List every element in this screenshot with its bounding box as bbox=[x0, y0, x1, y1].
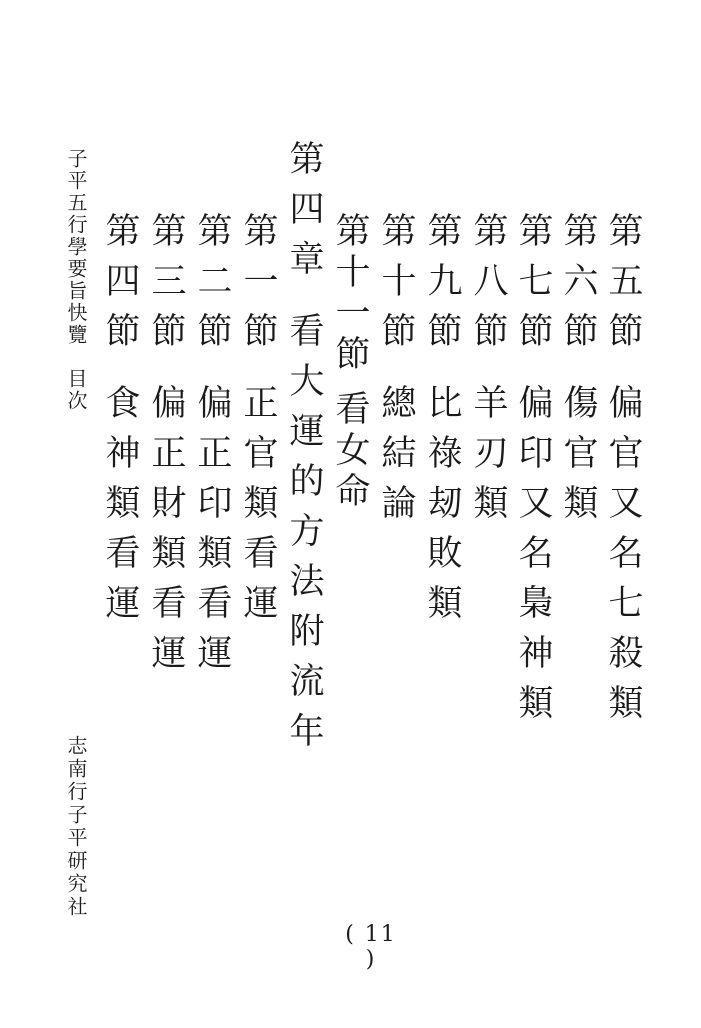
toc-entry-label: 第三節 bbox=[146, 212, 186, 362]
toc-entry-title: 看女命 bbox=[330, 390, 370, 513]
toc-entry-label: 第八節 bbox=[468, 212, 508, 362]
chapter-title: 看大運的方法附流年 bbox=[284, 312, 324, 762]
toc-entry bbox=[468, 212, 508, 534]
toc-entry-label: 第一節 bbox=[238, 212, 278, 362]
toc-entry bbox=[376, 212, 416, 534]
publisher-name: 志南行子平研究社 bbox=[64, 735, 88, 919]
toc-entry bbox=[422, 212, 462, 634]
toc-entry bbox=[192, 212, 232, 684]
chapter-label: 第四章 bbox=[284, 140, 324, 290]
toc-entry bbox=[558, 212, 598, 534]
toc-entry bbox=[513, 212, 553, 734]
toc-entry-title: 偏印又名梟神類 bbox=[513, 384, 553, 734]
toc-entry-title: 偏正財類看運 bbox=[146, 384, 186, 684]
toc-entry-title: 比祿刼敗類 bbox=[422, 384, 462, 634]
toc-entry-title: 偏正印類看運 bbox=[192, 384, 232, 684]
book-title: 子平五行學要旨快覽 bbox=[64, 148, 88, 346]
toc-entry-label: 第十節 bbox=[376, 212, 416, 362]
chapter-heading bbox=[284, 140, 324, 762]
toc-entry-title: 正官類看運 bbox=[238, 384, 278, 634]
toc-entry-label: 第二節 bbox=[192, 212, 232, 362]
toc-entry-title: 總結論 bbox=[376, 384, 416, 534]
toc-entry-title: 食神類看運 bbox=[100, 384, 140, 634]
toc-entry-title: 傷官類 bbox=[558, 384, 598, 534]
toc-entry-label: 第四節 bbox=[100, 212, 140, 362]
toc-entry-title: 偏官又名七殺類 bbox=[603, 384, 643, 734]
toc-entry bbox=[100, 212, 140, 634]
running-header bbox=[66, 148, 86, 412]
toc-entry bbox=[330, 212, 370, 513]
toc-entry bbox=[238, 212, 278, 634]
toc-entry-label: 第九節 bbox=[422, 212, 462, 362]
toc-entry-label: 第五節 bbox=[603, 212, 643, 362]
toc-entry bbox=[603, 212, 643, 734]
toc-entry-label: 第六節 bbox=[558, 212, 598, 362]
toc-entry bbox=[146, 212, 186, 684]
toc-entry-title: 羊刃類 bbox=[468, 384, 508, 534]
toc-entry-label: 第七節 bbox=[513, 212, 553, 362]
page-number: ( 11 ) bbox=[345, 922, 397, 972]
section-name: 目次 bbox=[64, 368, 88, 412]
toc-entry-label: 第十一節 bbox=[330, 212, 370, 376]
